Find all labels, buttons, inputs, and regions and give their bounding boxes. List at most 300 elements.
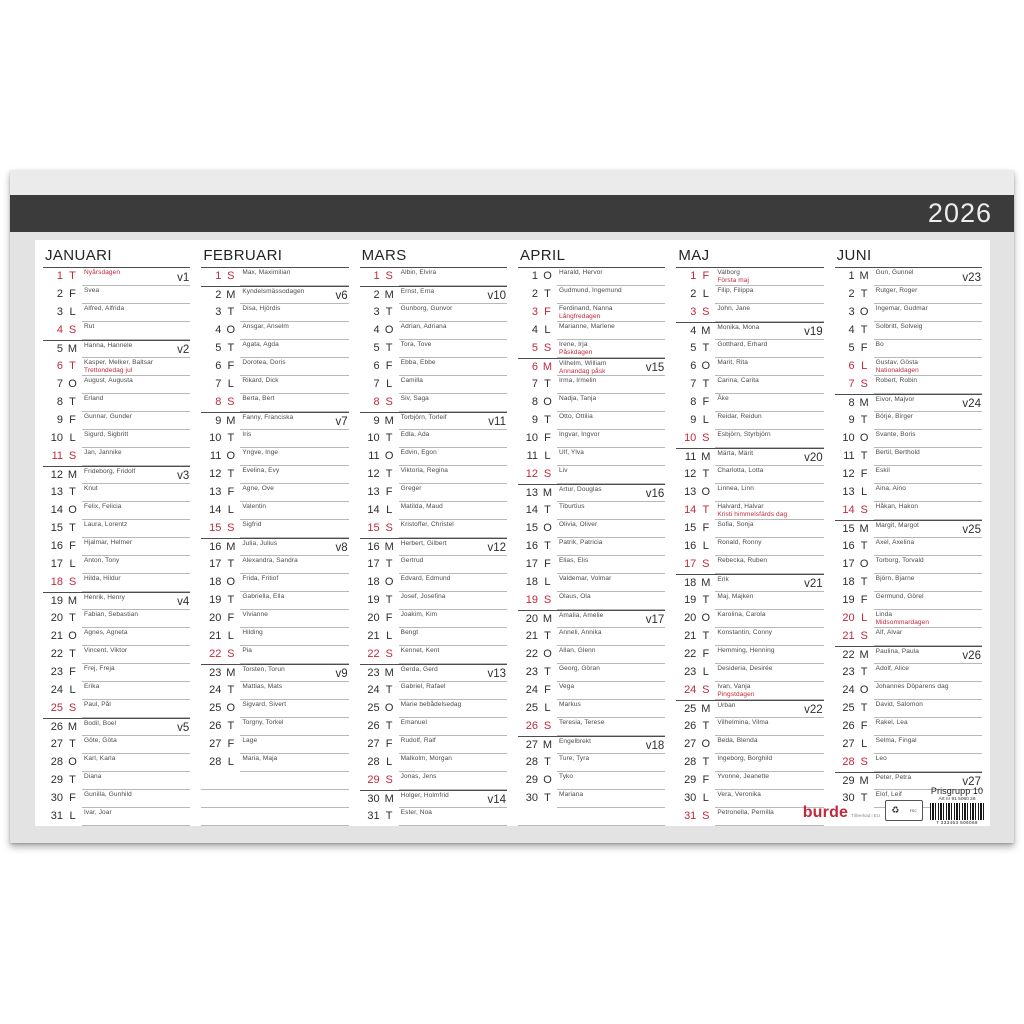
nameday-cell [399,791,507,808]
nameday-cell [240,394,348,412]
weekday-letter: O [384,702,394,714]
day-number: 14 [209,504,222,516]
day-row [518,682,665,700]
weekday-letter: T [69,612,76,624]
nameday-cell [82,376,190,394]
weekday-letter: L [69,306,76,318]
day-row [835,664,982,682]
day-number: 26 [50,721,63,733]
day-number: 27 [842,738,855,750]
nameday-text: Göte, Göta [84,737,117,744]
weekday-letter: M [701,703,711,715]
day-row [676,520,823,538]
nameday-text: Evelina, Evy [242,467,280,474]
nameday-text: Kyndelsmässodagen [242,288,305,295]
weekday-letter: F [544,306,551,318]
nameday-cell [399,448,507,466]
nameday-cell [240,376,348,394]
day-number: 23 [209,667,222,679]
nameday-text: Leo [875,755,887,762]
day-number: 18 [525,576,538,588]
day-row [360,682,507,700]
day-row [201,304,348,322]
day-row [835,628,982,646]
weekday-letter: T [544,378,551,390]
weekday-letter: M [701,577,711,589]
day-number: 7 [531,378,538,390]
day-row [201,448,348,466]
day-number: 9 [531,414,538,426]
day-row [360,664,507,682]
day-number: 17 [842,558,855,570]
nameday-text: Adrian, Adriana [400,323,447,330]
nameday-text: Margit, Margot [875,522,919,529]
day-number: 11 [209,450,222,462]
day-number: 26 [684,720,697,732]
nameday-cell [874,484,982,502]
nameday-cell [874,286,982,304]
weekday-letter: M [67,469,78,481]
day-row [835,754,982,772]
day-row [518,574,665,592]
nameday-text: Edvin, Egon [400,449,437,456]
nameday-cell [874,521,982,538]
day-row [676,538,823,556]
day-row [835,556,982,574]
holiday-label: Påskdagen [558,348,593,356]
day-row [360,430,507,448]
nameday-text: Ingeborg, Borghild [717,755,773,762]
day-row [518,322,665,340]
nameday-cell [715,449,823,466]
nameday-text: Rut [84,323,95,330]
nameday-cell [240,520,348,538]
day-number: 29 [842,775,855,787]
nameday-text: Irma, Irmelin [558,377,597,384]
nameday-text: Fabian, Sebastian [84,611,139,618]
day-row [835,358,982,376]
nameday-cell [240,358,348,376]
weekday-letter: S [702,558,710,570]
weekday-letter: T [385,684,393,696]
day-number: 25 [50,702,63,714]
weekday-letter: S [860,504,868,516]
nameday-cell [82,772,190,790]
day-row [518,610,665,628]
day-number: 30 [367,793,380,805]
day-number: 13 [842,486,855,498]
day-row [43,376,190,394]
day-row [360,484,507,502]
day-number: 22 [525,648,538,660]
day-row [676,430,823,448]
month-title: APRIL [518,246,665,268]
day-number: 28 [684,756,697,768]
day-number: 9 [848,414,855,426]
nameday-cell [399,304,507,322]
nameday-text: Alf, Alvar [875,629,903,636]
weekday-letter: L [386,378,393,390]
day-number: 8 [56,396,63,408]
day-row [360,502,507,520]
day-number: 7 [373,378,380,390]
nameday-text: Vincent, Viktor [84,647,128,654]
nameday-text: Hilda, Hildur [84,575,121,582]
day-row [676,574,823,592]
nameday-text: Artur, Douglas [558,486,602,493]
day-number: 22 [842,649,855,661]
nameday-text: Marie bebådelsedag [400,701,462,708]
day-number: 10 [367,432,380,444]
nameday-cell [399,700,507,718]
day-row [201,646,348,664]
nameday-text: Frida, Fritiof [242,575,279,582]
day-row [518,268,665,286]
day-number: 26 [842,720,855,732]
day-row [43,430,190,448]
nameday-cell [557,628,665,646]
weekday-letter: F [702,522,710,534]
weekday-letter: S [385,270,393,282]
nameday-text: Ansgar, Anselm [242,323,289,330]
day-row [676,448,823,466]
day-number: 4 [215,324,222,336]
day-number: 6 [848,360,855,372]
day-number: 23 [50,666,63,678]
nameday-cell [715,323,823,340]
nameday-text: Bengt [400,629,419,636]
nameday-text: Marit, Rita [717,359,749,366]
day-row [201,502,348,520]
month-column-februari [201,246,348,822]
day-row [43,268,190,286]
nameday-cell [399,592,507,610]
barcode [930,803,984,820]
day-row [835,322,982,340]
day-number: 2 [56,288,63,300]
nameday-text: Patrik, Patricia [558,539,603,546]
day-row [43,610,190,628]
nameday-cell [399,628,507,646]
weekday-letter: S [860,756,868,768]
nameday-text: Sigurd, Sigbritt [84,431,129,438]
day-number: 23 [525,666,538,678]
day-row [676,646,823,664]
week-number: v24 [962,398,981,410]
nameday-cell [82,538,190,556]
day-number: 28 [209,756,222,768]
nameday-cell [82,286,190,304]
nameday-text: Engelbrekt [558,738,592,745]
nameday-cell [399,520,507,538]
day-number: 15 [367,522,380,534]
nameday-cell [82,322,190,340]
nameday-cell [399,646,507,664]
day-number: 7 [215,378,222,390]
nameday-text: Alfred, Alfrida [84,305,125,312]
weekday-letter: M [226,415,236,427]
day-row [201,628,348,646]
nameday-text: Berta, Bert [242,395,275,402]
day-number: 1 [531,270,538,282]
day-row [43,574,190,592]
weekday-letter: T [702,630,710,642]
nameday-text: Ivar, Joar [84,809,112,816]
nameday-cell [399,736,507,754]
nameday-text: Ferdinand, Nanna [558,305,613,312]
day-number: 8 [690,396,697,408]
nameday-cell [82,593,190,610]
day-number: 2 [690,288,697,300]
day-number: 10 [50,432,63,444]
day-number: 5 [848,342,855,354]
day-row [518,736,665,754]
day-number: 20 [525,613,538,625]
weekday-letter: O [859,306,869,318]
nameday-cell [240,736,348,754]
day-number: 19 [209,594,222,606]
nameday-cell [874,647,982,664]
nameday-text: Åke [717,395,729,402]
nameday-cell [874,664,982,682]
nameday-text: Jan, Jannike [84,449,122,456]
weekday-letter: M [859,397,869,409]
weekday-letter: F [227,360,235,372]
nameday-text: Vivianne [242,611,268,618]
day-row [360,574,507,592]
weekday-letter: O [226,702,236,714]
day-number: 19 [525,594,538,606]
weekday-letter: F [860,594,868,606]
day-number: 22 [684,648,697,660]
day-number: 25 [525,702,538,714]
nameday-cell [557,538,665,556]
nameday-cell [399,772,507,790]
weekday-letter: T [702,720,710,732]
nameday-cell [715,538,823,556]
weekday-letter: O [859,558,869,570]
day-number: 18 [50,576,63,588]
weekday-letter: F [227,738,235,750]
weekday-letter: O [226,324,236,336]
nameday-cell [874,574,982,592]
nameday-text: Vega [558,683,575,690]
nameday-text: Yngve, Inge [242,449,279,456]
day-row [360,340,507,358]
nameday-cell [399,574,507,592]
nameday-text: Kasper, Melker, Baltsar [84,359,154,366]
day-number: 18 [209,576,222,588]
day-number: 15 [50,522,63,534]
nameday-text: Paulina, Paula [875,648,919,655]
nameday-text: Gerda, Gerd [400,666,438,673]
weekday-letter: S [702,810,710,822]
day-number: 15 [684,522,697,534]
nameday-cell [399,808,507,826]
weekday-letter: O [543,648,552,660]
nameday-cell [82,341,190,358]
nameday-text: Petronella, Pernilla [717,809,774,816]
day-row [43,502,190,520]
day-row [43,790,190,808]
nameday-cell [715,701,823,718]
day-number: 3 [848,306,855,318]
day-number: 4 [848,324,855,336]
weekday-letter: O [226,450,236,462]
day-number: 14 [50,504,63,516]
day-row [43,304,190,322]
nameday-cell [874,358,982,376]
nameday-cell [240,484,348,502]
day-number: 5 [690,342,697,354]
day-row [518,592,665,610]
nameday-cell [240,430,348,448]
day-row [43,556,190,574]
day-number: 16 [50,540,63,552]
weekday-letter: S [227,648,235,660]
nameday-cell [399,484,507,502]
day-number: 22 [209,648,222,660]
day-number: 12 [50,469,63,481]
nameday-cell [715,520,823,538]
nameday-cell [399,394,507,412]
empty-line [201,790,348,808]
weekday-letter: S [543,342,552,354]
nameday-cell [715,646,823,664]
weekday-letter: O [859,684,869,696]
day-row [676,304,823,322]
weekday-letter: T [544,792,551,804]
day-row [201,592,348,610]
month-title: JUNI [835,246,982,268]
day-number: 30 [50,792,63,804]
nameday-text: Anneli, Annika [558,629,602,636]
weekday-letter: S [227,396,235,408]
nameday-cell [557,268,665,286]
day-number: 3 [56,306,63,318]
nameday-text: Bo [875,341,884,348]
day-row [201,556,348,574]
nameday-text: Vera, Veronika [717,791,761,798]
day-row [676,502,823,520]
day-row [835,448,982,466]
nameday-text: Marianne, Marlene [558,323,615,330]
day-row [360,286,507,304]
nameday-cell [557,664,665,682]
month-column-juni [835,246,982,822]
day-number: 3 [373,306,380,318]
day-number: 17 [367,558,380,570]
weekday-letter: T [544,504,551,516]
empty-line [201,772,348,790]
day-row [360,376,507,394]
weekday-letter: L [861,738,868,750]
day-row [43,286,190,304]
nameday-cell [557,520,665,538]
nameday-text: Lage [242,737,258,744]
day-number: 2 [373,289,380,301]
nameday-text: Hemming, Henning [717,647,775,654]
weekday-letter: T [227,684,235,696]
weekday-letter: T [544,630,551,642]
week-number: v4 [177,596,190,608]
nameday-text: Torsten, Torun [242,666,285,673]
nameday-text: Svante, Boris [875,431,916,438]
weekday-letter: L [386,504,393,516]
day-row [43,466,190,484]
day-row [201,574,348,592]
nameday-text: Otto, Ottilia [558,413,593,420]
day-row [835,646,982,664]
nameday-cell [715,502,823,520]
day-row [43,664,190,682]
day-row [835,718,982,736]
day-row [360,628,507,646]
day-row [835,574,982,592]
nameday-cell [240,574,348,592]
weekday-letter: T [385,810,393,822]
day-number: 25 [842,702,855,714]
day-row [518,628,665,646]
nameday-cell [82,790,190,808]
nameday-cell [557,700,665,718]
day-row [676,682,823,700]
day-row [518,340,665,358]
nameday-text: Markus [558,701,581,708]
day-row [360,448,507,466]
day-number: 30 [525,792,538,804]
burde-logo: burde [802,804,849,821]
day-number: 20 [842,612,855,624]
weekday-letter: T [544,288,551,300]
day-row [518,304,665,322]
day-row [518,412,665,430]
day-row [43,322,190,340]
weekday-letter: L [544,324,551,336]
day-number: 15 [842,523,855,535]
nameday-cell [874,502,982,520]
nameday-cell [557,340,665,358]
day-row [43,700,190,718]
nameday-text: Linda [875,611,893,618]
day-row [835,538,982,556]
nameday-text: Kristoffer, Christel [400,521,454,528]
week-number: v14 [487,794,506,806]
nameday-text: Bertil, Berthold [875,449,920,456]
nameday-cell [874,610,982,628]
nameday-text: Teresia, Terese [558,719,605,726]
day-number: 13 [209,486,222,498]
nameday-text: Irene, Irja [558,341,588,348]
nameday-cell [240,754,348,772]
day-row [676,412,823,430]
nameday-text: Knut [84,485,98,492]
nameday-text: Greger [400,485,422,492]
day-number: 26 [367,720,380,732]
nameday-text: Georg, Göran [558,665,600,672]
day-row [43,394,190,412]
day-number: 14 [525,504,538,516]
nameday-text: Erik [717,576,729,583]
nameday-cell [557,430,665,448]
nameday-text: Ronald, Ronny [717,539,762,546]
nameday-text: Axel, Axelina [875,539,915,546]
weekday-letter: F [702,270,710,282]
nameday-text: Ester, Noa [400,809,433,816]
day-row [835,412,982,430]
holiday-label: Trettondedag jul [84,366,133,374]
nameday-text: Olivia, Oliver [558,521,598,528]
